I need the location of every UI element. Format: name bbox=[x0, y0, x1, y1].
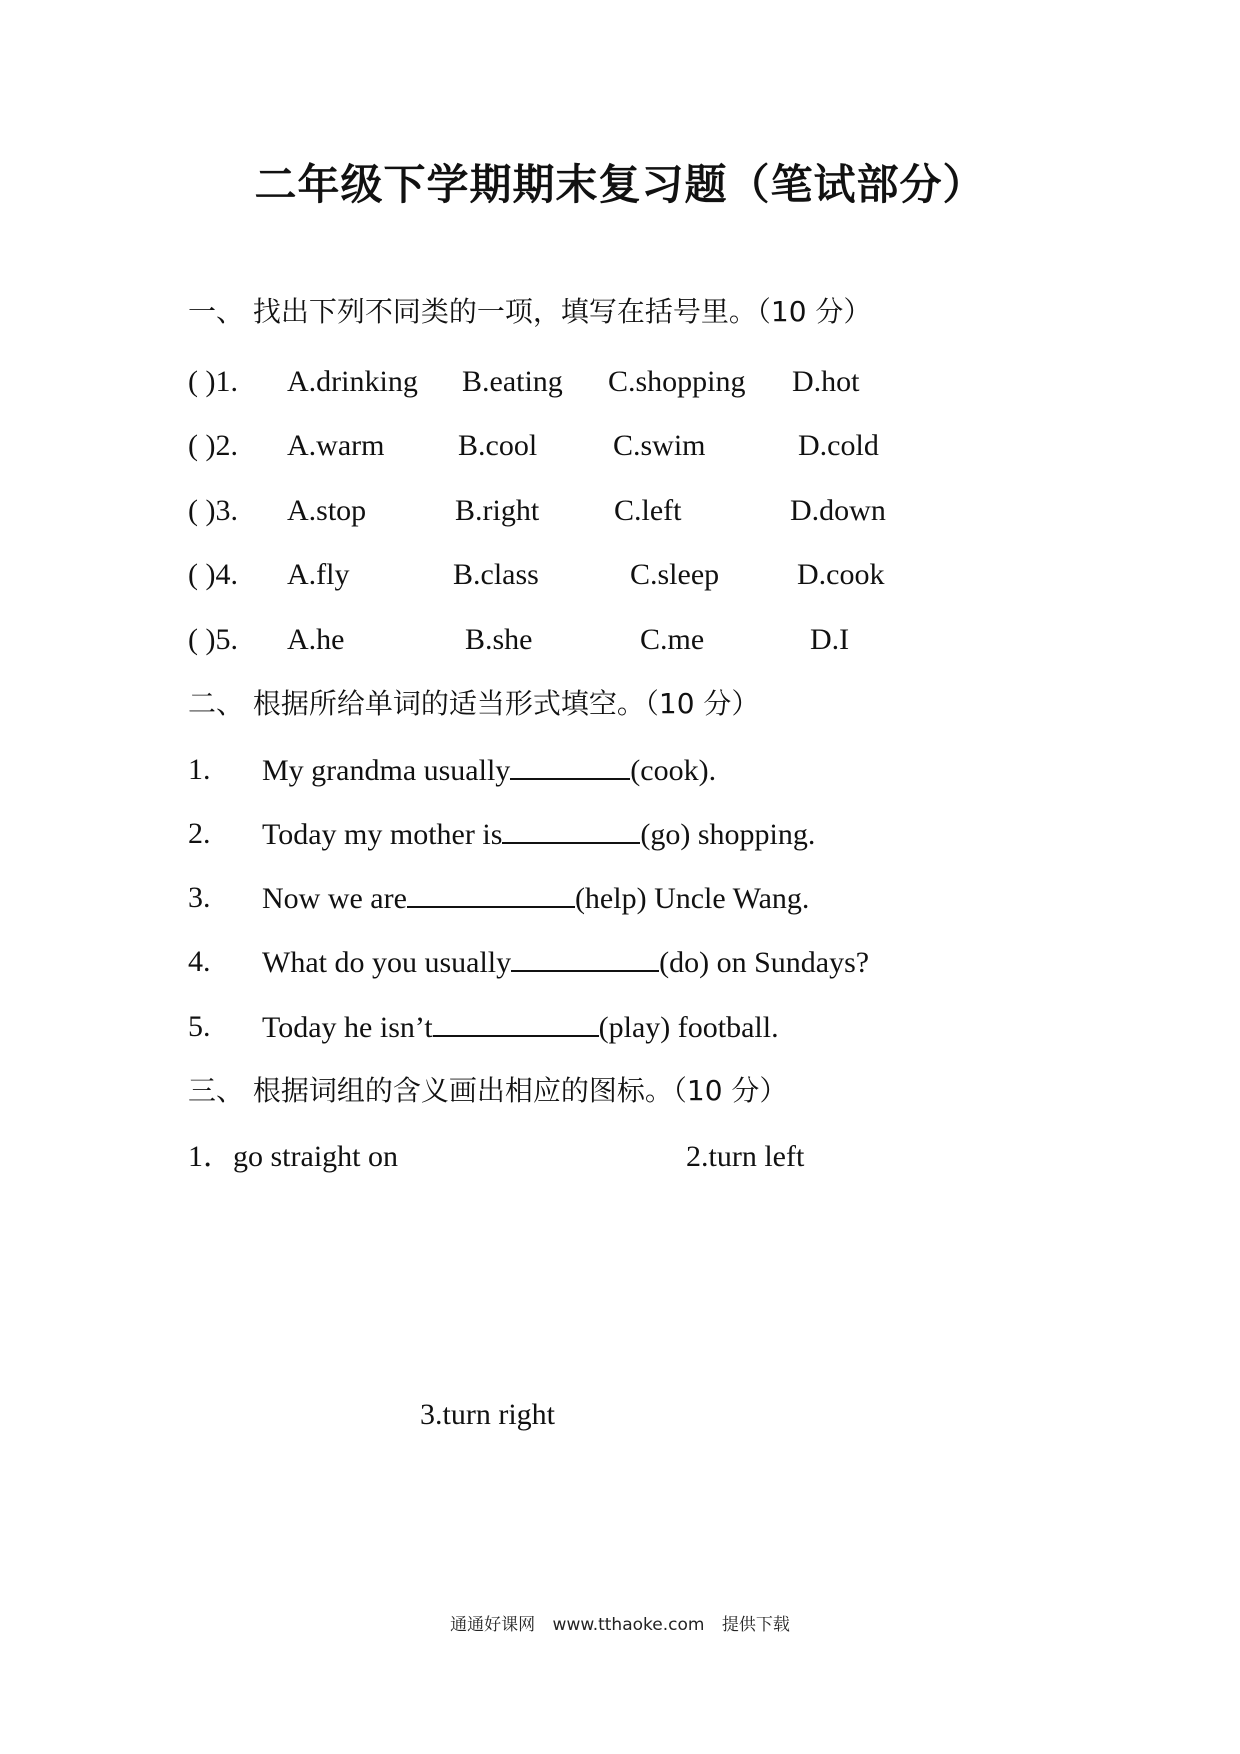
section3-item-1: 1．go straight on bbox=[188, 1140, 398, 1173]
sentence-end: (help) Uncle Wang. bbox=[574, 882, 810, 915]
option-a: A.drinking bbox=[287, 365, 418, 398]
sentence-start: My grandma usually bbox=[262, 754, 511, 787]
sentence-start: Today he isn’t bbox=[262, 1011, 433, 1044]
option-c: C.shopping bbox=[608, 365, 746, 398]
option-d: D.hot bbox=[792, 365, 860, 398]
question-number: ( )4. bbox=[188, 558, 238, 591]
footer-url[interactable]: www.tthaoke.com bbox=[552, 1615, 705, 1635]
option-c: C.left bbox=[614, 494, 682, 527]
section2-heading: 二、 根据所给单词的适当形式填空。（10 分） bbox=[188, 687, 760, 720]
item-number: 3. bbox=[188, 881, 211, 914]
section3-item-2: 2.turn left bbox=[686, 1140, 805, 1173]
answer-blank[interactable] bbox=[502, 816, 640, 844]
option-b: B.she bbox=[465, 623, 533, 656]
item-number: 1. bbox=[188, 753, 211, 786]
sentence-start: Today my mother is bbox=[262, 818, 503, 851]
question-number: ( )5. bbox=[188, 623, 238, 656]
section3-item-3: 3.turn right bbox=[420, 1398, 555, 1431]
sentence-end: (cook). bbox=[630, 754, 717, 787]
option-b: B.cool bbox=[458, 429, 538, 462]
answer-blank[interactable] bbox=[511, 944, 659, 972]
option-a: A.stop bbox=[287, 494, 367, 527]
page-title: 二年级下学期期末复习题（笔试部分） bbox=[254, 160, 986, 209]
sentence-start: Now we are bbox=[262, 882, 407, 915]
question-number: ( )2. bbox=[188, 429, 238, 462]
sentence-start: What do you usually bbox=[262, 946, 512, 979]
footer-site-name: 通通好课网 bbox=[450, 1615, 536, 1635]
option-b: B.right bbox=[455, 494, 540, 527]
section1-heading: 一、 找出下列不同类的一项，填写在括号里。（10 分） bbox=[188, 295, 872, 328]
option-a: A.warm bbox=[287, 429, 385, 462]
option-d: D.I bbox=[810, 623, 850, 656]
option-b: B.eating bbox=[462, 365, 563, 398]
question-number: ( )3. bbox=[188, 494, 238, 527]
option-c: C.sleep bbox=[630, 558, 720, 591]
page-footer bbox=[0, 1610, 1240, 1635]
option-a: A.he bbox=[287, 623, 345, 656]
answer-blank[interactable] bbox=[510, 752, 630, 780]
item-number: 4. bbox=[188, 945, 211, 978]
sentence-end: (go) shopping. bbox=[640, 818, 816, 851]
answer-blank[interactable] bbox=[433, 1009, 599, 1037]
option-d: D.down bbox=[790, 494, 886, 527]
item-number: 5. bbox=[188, 1010, 211, 1043]
option-c: C.swim bbox=[613, 429, 706, 462]
option-b: B.class bbox=[453, 558, 539, 591]
option-c: C.me bbox=[640, 623, 705, 656]
item-number: 2. bbox=[188, 817, 211, 850]
option-a: A.fly bbox=[287, 558, 350, 591]
option-d: D.cold bbox=[798, 429, 879, 462]
sentence-end: (play) football. bbox=[598, 1011, 779, 1044]
option-d: D.cook bbox=[797, 558, 885, 591]
question-number: ( )1. bbox=[188, 365, 238, 398]
footer-suffix: 提供下载 bbox=[721, 1615, 790, 1635]
section3-heading: 三、 根据词组的含义画出相应的图标。（10 分） bbox=[188, 1074, 788, 1107]
answer-blank[interactable] bbox=[407, 880, 575, 908]
sentence-end: (do) on Sundays? bbox=[659, 946, 870, 979]
